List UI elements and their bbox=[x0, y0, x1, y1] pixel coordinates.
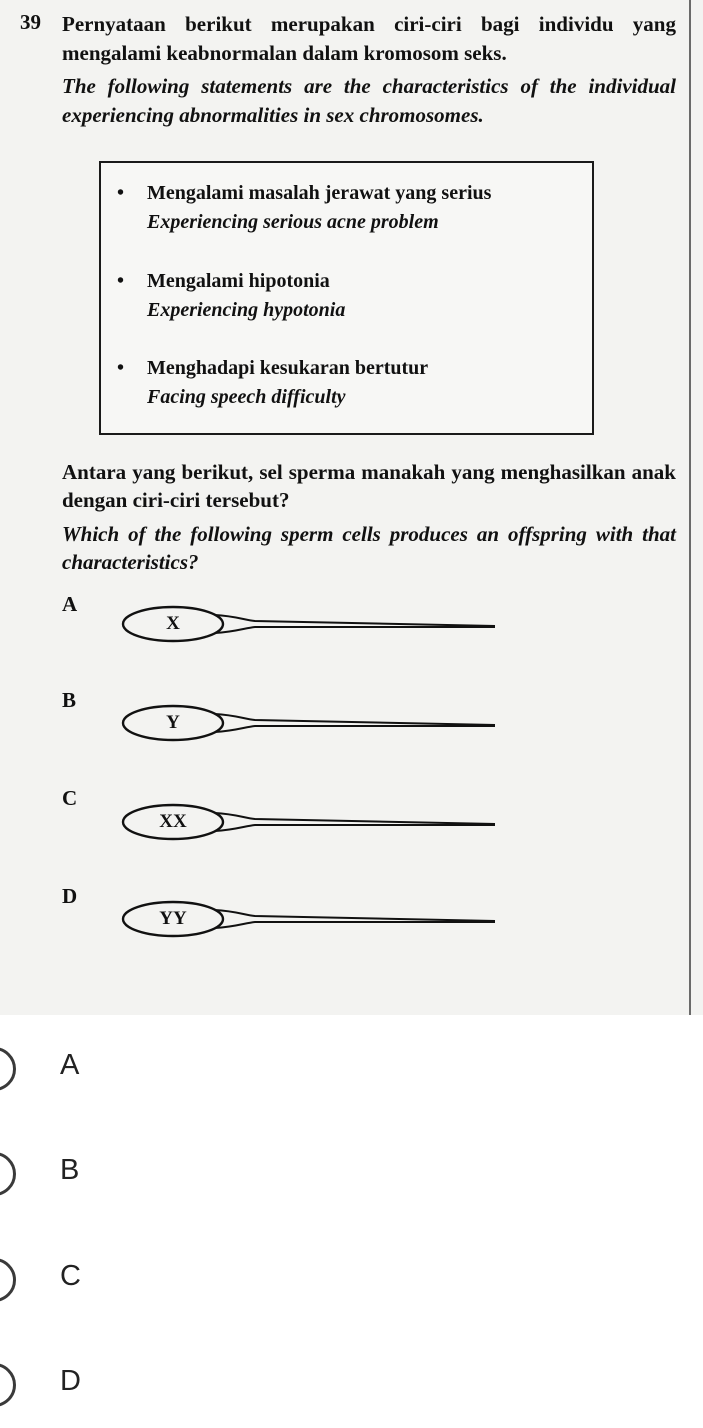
characteristic-english: Experiencing hypotonia bbox=[147, 299, 346, 321]
characteristics-box bbox=[99, 161, 594, 435]
answer-choice-d[interactable] bbox=[0, 1357, 703, 1417]
scan-edge-line bbox=[689, 0, 691, 1015]
answer-choice-a[interactable] bbox=[0, 1041, 703, 1101]
option-letter-c: C bbox=[62, 786, 78, 810]
sperm-cell-c bbox=[115, 802, 500, 842]
radio-button-icon[interactable] bbox=[0, 1047, 16, 1091]
bullet-icon: • bbox=[117, 182, 125, 204]
answer-choice-label: B bbox=[60, 1154, 80, 1186]
characteristic-malay: Menghadapi kesukaran bertutur bbox=[147, 357, 429, 379]
radio-button-icon[interactable] bbox=[0, 1363, 16, 1407]
answer-choice-label: A bbox=[60, 1049, 80, 1081]
answer-choice-c[interactable] bbox=[0, 1252, 703, 1312]
answer-choice-label: C bbox=[60, 1260, 81, 1292]
question-stem-english: The following statements are the characteristics of the individual experiencing abnormalities in sex chromosomes. bbox=[62, 74, 676, 127]
answer-choice-label: D bbox=[60, 1365, 81, 1397]
chromosome-label: YY bbox=[159, 908, 187, 929]
sperm-cell-b bbox=[115, 703, 500, 743]
bullet-icon: • bbox=[117, 270, 125, 292]
question-stem-malay: Pernyataan berikut merupakan ciri-ciri bagi individu yang mengalami keabnormalan dalam kromosom seks. bbox=[62, 12, 676, 65]
chromosome-label: X bbox=[166, 613, 180, 634]
characteristic-english: Experiencing serious acne problem bbox=[147, 211, 439, 233]
sperm-cell-d bbox=[115, 899, 500, 939]
question-prompt-malay: Antara yang berikut, sel sperma manakah yang menghasilkan anak dengan ciri-ciri tersebut? bbox=[62, 460, 676, 512]
sperm-cell-a bbox=[115, 604, 500, 644]
radio-button-icon[interactable] bbox=[0, 1258, 16, 1302]
bullet-icon: • bbox=[117, 357, 125, 379]
characteristic-english: Facing speech difficulty bbox=[147, 386, 346, 408]
chromosome-label: XX bbox=[159, 811, 187, 832]
chromosome-label: Y bbox=[166, 712, 180, 733]
question-prompt-english: Which of the following sperm cells produces an offspring with that characteristics? bbox=[62, 522, 676, 574]
option-letter-a: A bbox=[62, 592, 78, 616]
radio-button-icon[interactable] bbox=[0, 1152, 16, 1196]
question-number: 39 bbox=[20, 10, 41, 34]
option-letter-d: D bbox=[62, 884, 78, 908]
option-letter-b: B bbox=[62, 688, 77, 712]
answer-choice-b[interactable] bbox=[0, 1146, 703, 1206]
characteristic-malay: Mengalami masalah jerawat yang serius bbox=[147, 182, 492, 204]
characteristic-malay: Mengalami hipotonia bbox=[147, 270, 330, 292]
